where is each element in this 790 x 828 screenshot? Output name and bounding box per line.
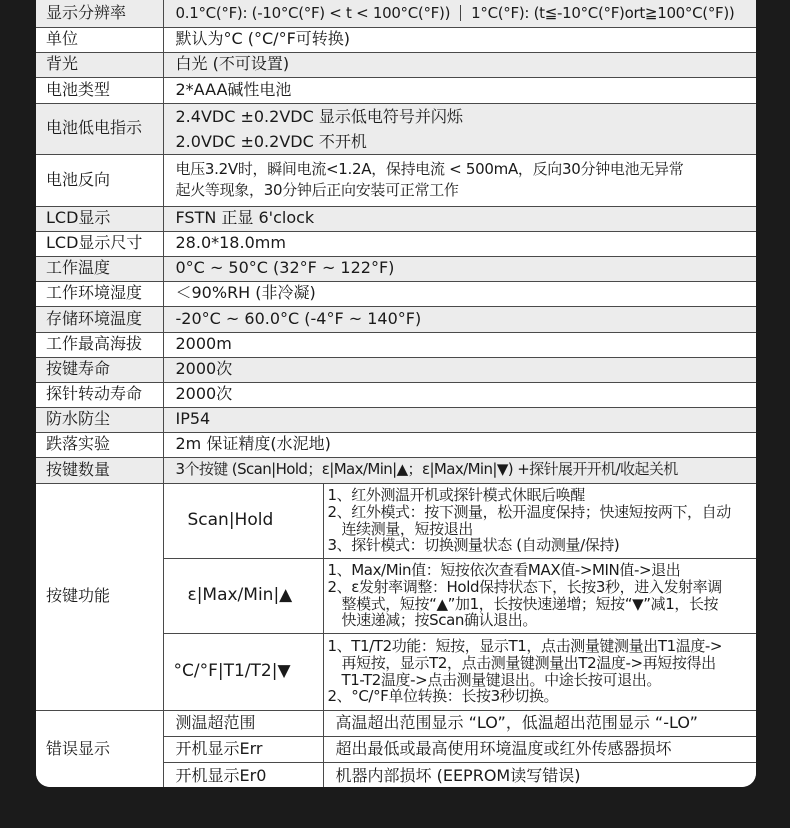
error-description: 机器内部损坏 (EEPROM读写错误) xyxy=(323,762,756,787)
desc-line: 连续测量，短按退出 xyxy=(341,519,473,538)
error-name: 开机显示Er0 xyxy=(163,762,323,787)
row-lcd xyxy=(36,206,756,231)
desc-line: 整模式，短按“▲”加1，长按快速递增；短按“▼”减1，长按 xyxy=(341,594,719,613)
key-description xyxy=(323,558,756,633)
row-altitude xyxy=(36,332,756,357)
row-work-humidity xyxy=(36,281,756,306)
low-battery-line-1: 2.4VDC ±0.2VDC 显示低电符号并闪烁 xyxy=(175,106,463,126)
row-value: -20°C ~ 60.0°C (-4°F ~ 140°F) xyxy=(163,306,756,332)
row-value: 2000次 xyxy=(163,357,756,382)
row-label: 工作环境湿度 xyxy=(36,281,163,306)
row-label: 显示分辨率 xyxy=(36,0,163,27)
row-value xyxy=(163,103,756,154)
row-value: 2000次 xyxy=(163,382,756,407)
row-key-life xyxy=(36,357,756,382)
key-name: ε|Max/Min|▲ xyxy=(163,558,323,633)
row-drop-test xyxy=(36,432,756,457)
row-value: 白光 (不可设置) xyxy=(163,52,756,77)
desc-line: 1、红外测温开机或探针模式休眠后唤醒 xyxy=(327,485,585,504)
row-key-count xyxy=(36,457,756,483)
row-label: 工作最高海拔 xyxy=(36,332,163,357)
row-label: 按键数量 xyxy=(36,457,163,483)
error-name: 开机显示Err xyxy=(163,736,323,762)
row-label: 电池反向 xyxy=(36,154,163,206)
row-resolution xyxy=(36,0,756,27)
row-value: IP54 xyxy=(163,407,756,432)
row-value: 2000m xyxy=(163,332,756,357)
error-description: 超出最低或最高使用环境温度或红外传感器损坏 xyxy=(323,736,756,762)
row-value xyxy=(163,154,756,206)
row-work-temp xyxy=(36,256,756,281)
row-label: 单位 xyxy=(36,27,163,52)
desc-line: 3、探针模式：切换测量状态 (自动测量/保持) xyxy=(327,536,620,555)
row-value: 0°C ~ 50°C (32°F ~ 122°F) xyxy=(163,256,756,281)
key-description xyxy=(323,483,756,558)
reverse-line-1: 电压3.2V时，瞬间电流<1.2A，保持电流 < 500mA，反向30分钟电池无异常 xyxy=(175,160,684,178)
row-label: 防水防尘 xyxy=(36,407,163,432)
row-label: 电池类型 xyxy=(36,77,163,103)
row-value xyxy=(163,0,756,27)
row-battery-reverse xyxy=(36,154,756,206)
row-label: 存储环境温度 xyxy=(36,306,163,332)
row-label: 跌落实验 xyxy=(36,432,163,457)
key-function-label: 按键功能 xyxy=(36,483,163,710)
row-value: 28.0*18.0mm xyxy=(163,231,756,256)
error-display-label: 错误显示 xyxy=(36,710,163,787)
desc-line: 2、红外模式：按下测量，松开温度保持；快速短按两下，自动 xyxy=(327,502,731,521)
row-low-battery xyxy=(36,103,756,154)
row-unit xyxy=(36,27,756,52)
reverse-line-2: 起火等现象，30分钟后正向安装可正常工作 xyxy=(175,181,459,199)
desc-line: T1-T2温度->点击测量键退出。中途长按可退出。 xyxy=(341,670,661,689)
row-backlight xyxy=(36,52,756,77)
row-label: 按键寿命 xyxy=(36,357,163,382)
key-name: °C/°F|T1/T2|▼ xyxy=(163,633,323,710)
row-storage-temp xyxy=(36,306,756,332)
key-function-scan xyxy=(36,483,756,558)
row-lcd-size xyxy=(36,231,756,256)
error-description: 高温超出范围显示 “LO”，低温超出范围显示 “-LO” xyxy=(323,710,756,736)
row-label: 电池低电指示 xyxy=(36,103,163,154)
resolution-a: 0.1°C(°F): (-10°C(°F) < t < 100°C(°F)) xyxy=(175,3,451,22)
desc-line: 快速递减；按Scan确认退出。 xyxy=(341,611,537,630)
row-label: LCD显示尺寸 xyxy=(36,231,163,256)
error-name: 测温超范围 xyxy=(163,710,323,736)
key-name: Scan|Hold xyxy=(163,483,323,558)
desc-line: 再短按，显示T2，点击测量键测量出T2温度->再短按得出 xyxy=(341,653,716,672)
row-value: FSTN 正显 6'clock xyxy=(163,206,756,231)
row-value: 2m 保证精度(水泥地) xyxy=(163,432,756,457)
spec-table xyxy=(36,0,756,787)
row-value: ＜90%RH (非冷凝) xyxy=(163,281,756,306)
row-probe-life xyxy=(36,382,756,407)
row-ip-rating xyxy=(36,407,756,432)
row-label: 工作温度 xyxy=(36,256,163,281)
low-battery-line-2: 2.0VDC ±0.2VDC 不开机 xyxy=(175,131,367,151)
desc-line: 2、ε发射率调整：Hold保持状态下，长按3秒，进入发射率调 xyxy=(327,577,722,596)
resolution-b: 1°C(°F): (t≦-10°C(°F)ort≧100°C(°F)) xyxy=(471,3,735,22)
desc-line: 1、T1/T2功能：短按，显示T1，点击测量键测量出T1温度-> xyxy=(327,636,723,655)
spec-sheet xyxy=(36,0,756,787)
row-value: 3个按键 (Scan|Hold；ε|Max/Min|▲；ε|Max/Min|▼) +探针展开开机/收起关机 xyxy=(163,457,756,483)
row-battery-type xyxy=(36,77,756,103)
desc-line: 2、°C/°F单位转换：长按3秒切换。 xyxy=(327,687,559,706)
row-label: LCD显示 xyxy=(36,206,163,231)
row-label: 探针转动寿命 xyxy=(36,382,163,407)
desc-line: 1、Max/Min值：短按依次查看MAX值->MIN值->退出 xyxy=(327,560,681,579)
error-row-range xyxy=(36,710,756,736)
divider xyxy=(460,5,461,21)
row-value: 2*AAA碱性电池 xyxy=(163,77,756,103)
key-description xyxy=(323,633,756,710)
row-value: 默认为°C (°C/°F可转换) xyxy=(163,27,756,52)
row-label: 背光 xyxy=(36,52,163,77)
